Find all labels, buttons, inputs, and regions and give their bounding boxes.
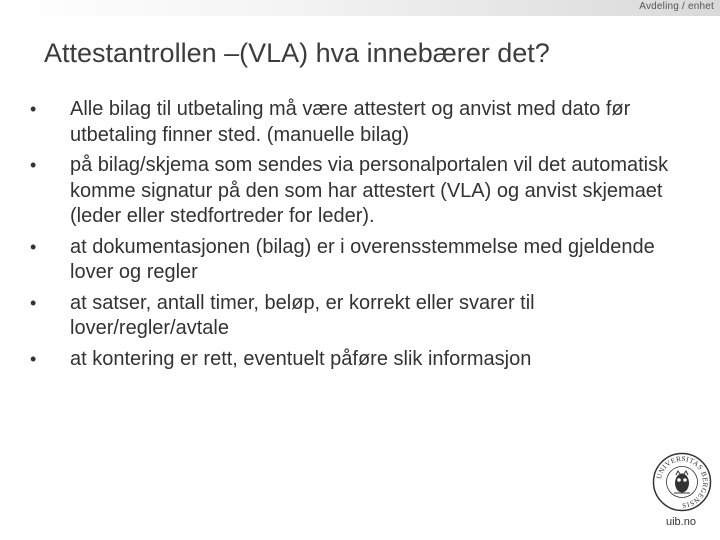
header-band — [0, 0, 720, 16]
bullet-item — [30, 97, 680, 148]
bullet-icon: • — [30, 155, 37, 175]
bullet-icon: • — [30, 348, 37, 369]
slide-title: Attestantrollen –(VLA) hva innebærer det? — [44, 38, 550, 68]
bullet-text: Alle bilag til utbetaling må være attestert og anvist med dato før utbetaling finner sted. (manuelle bilag) — [70, 98, 631, 146]
bullet-icon: • — [30, 236, 37, 257]
university-seal-icon — [652, 452, 712, 512]
unit-label: Avdeling / enhet — [639, 1, 714, 12]
bullet-list — [30, 97, 680, 377]
seal-lettering: UNIVERSITAS BERGENSIS — [655, 454, 710, 510]
bullet-icon: • — [30, 99, 37, 119]
bullet-item — [30, 347, 680, 373]
bullet-text: på bilag/skjema som sendes via personalportalen vil det automatisk komme signatur på den som har attestert (VLA) og anvist skjemaet (leder eller stedfortreder for leder). — [70, 154, 669, 227]
bullet-text: at satser, antall timer, beløp, er korrekt eller svarer til lover/regler/avtale — [70, 291, 535, 339]
bullet-text: at kontering er rett, eventuelt påføre slik informasjon — [70, 347, 532, 370]
bullet-item — [30, 235, 680, 286]
bullet-text: at dokumentasjonen (bilag) er i overensstemmelse med gjeldende lover og regler — [70, 235, 655, 283]
bullet-item — [30, 291, 680, 342]
site-label: uib.no — [666, 516, 696, 528]
bullet-item — [30, 153, 680, 230]
bullet-icon: • — [30, 292, 37, 313]
